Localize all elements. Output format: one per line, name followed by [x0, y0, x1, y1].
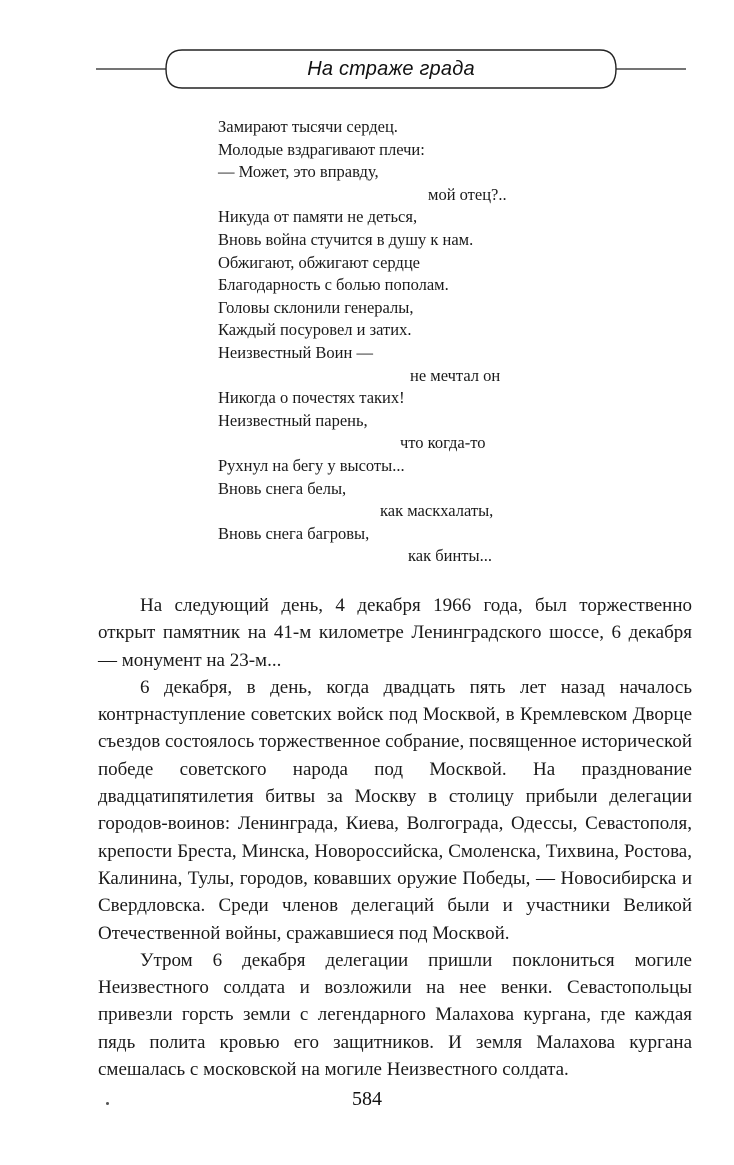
poem-line: как маскхалаты, [380, 501, 494, 521]
poem-line: Замирают тысячи сердец. [218, 117, 398, 136]
poem-line: Благодарность с болью пополам. [218, 275, 449, 295]
poem-line: Молодые вздрагивают плечи: [218, 139, 425, 159]
poem [218, 116, 538, 568]
poem-line: не мечтал он [410, 365, 501, 385]
poem-line: Вновь снега белы, [218, 478, 347, 498]
poem-line: мой отец?.. [428, 184, 507, 204]
paragraph: На следующий день, 4 декабря 1966 года, был торжественно открыт памятник на 41-м километре Ленинградского шоссе, 6 декабря — монумент на 23-м... [98, 595, 692, 671]
poem-line: Вновь война стучится в душу к нам. [218, 229, 474, 249]
poem-line: Никогда о почестях таких! [218, 388, 405, 408]
poem-line: Каждый посуровел и затих. [218, 320, 412, 340]
paragraph: Утром 6 декабря делегации пришли поклониться могиле Неизвестного солдата и возложили на нее венки. Севастопольцы привезли горсть земли с легендарного Малахова кургана, где каждая пядь полита кровью его защитников. И земля Малахова кургана смешалась с московской на могиле Неизвестного солдата. [98, 949, 692, 1081]
poem-line: Вновь снега багровы, [218, 523, 370, 543]
prose-body [98, 592, 692, 1083]
poem-line: Никуда от памяти не деться, [218, 207, 418, 227]
header-title: На страже града [307, 58, 475, 80]
paragraph: 6 декабря, в день, когда двадцать пять лет назад началось контрнаступление советских войск под Москвой, в Кремлевском Дворце съездов состоялось торжественное собрание, посвященное исторической победе советского народа под Москвой. На празднование двадцатипятилетия битвы за Москву в столицу прибыли делегации городов-воинов: Ленинграда, Киева, Волгограда, Одессы, Севастополя, крепости Бреста, Минска, Новороссийска, Смоленска, Тихвина, Ростова, Калинина, Тулы, городов, ковавших оружие Победы, — Новосибирска и Свердловска. Среди членов делегаций были и участники Великой Отечественной войны, сражавшиеся под Москвой. [98, 676, 692, 944]
poem-line: как бинты... [408, 546, 492, 566]
poem-line: Головы склонили генералы, [218, 297, 414, 317]
poem-line: Рухнул на бегу у высоты... [218, 455, 405, 475]
page-number: 584 [352, 1088, 382, 1110]
poem-line: что когда-то [400, 433, 486, 453]
running-header [96, 44, 686, 94]
poem-line: Неизвестный парень, [218, 410, 368, 430]
poem-line: Неизвестный Воин — [218, 342, 373, 362]
poem-line: — Может, это вправду, [218, 162, 379, 182]
poem-line: Обжигают, обжигают сердце [218, 252, 420, 272]
